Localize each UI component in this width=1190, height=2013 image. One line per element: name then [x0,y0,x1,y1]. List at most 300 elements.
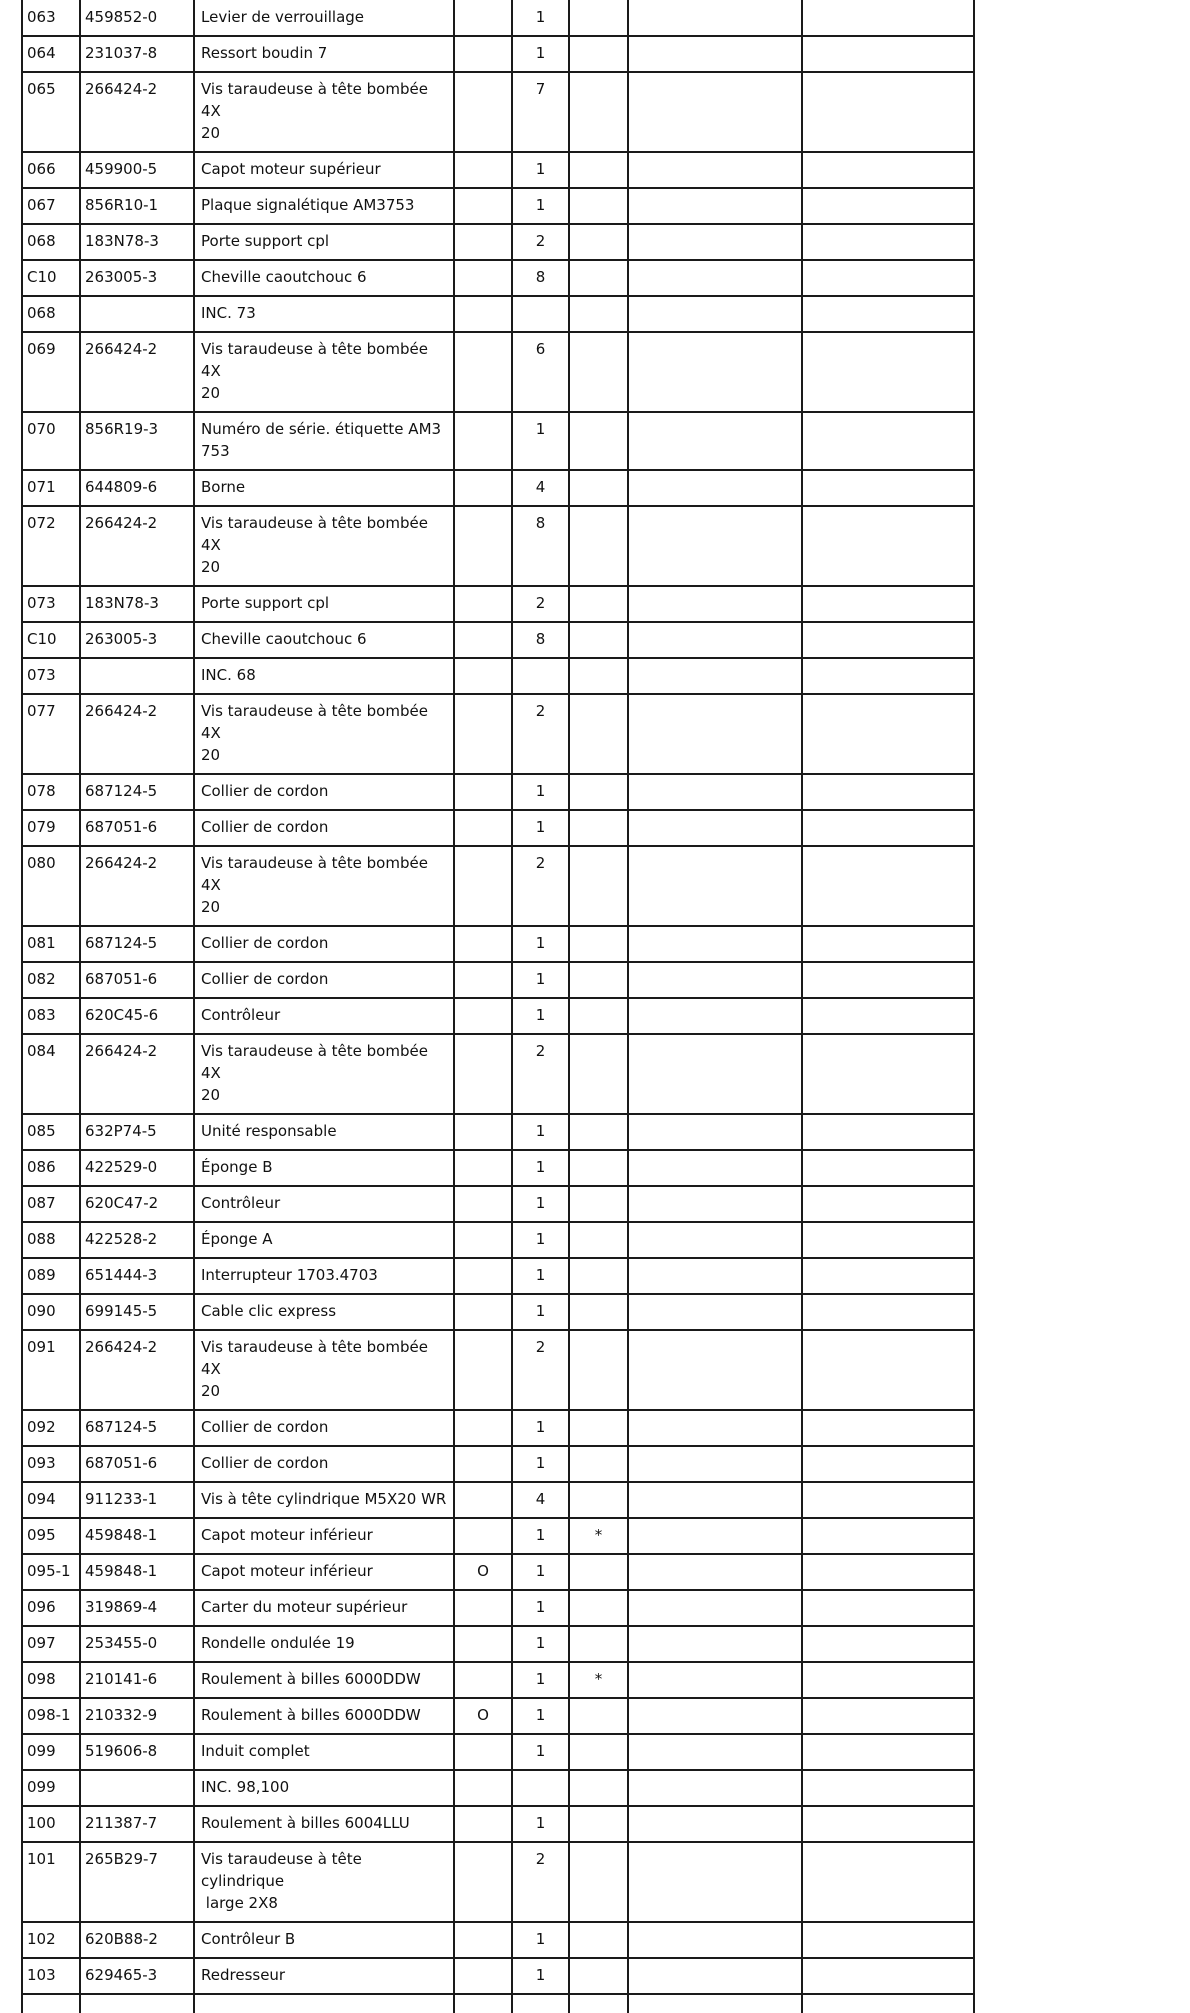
empty-cell [802,506,974,586]
quantity-cell: 1 [512,1410,569,1446]
quantity-cell: 1 [512,0,569,36]
table-row [22,72,974,152]
empty-cell [802,260,974,296]
quantity-cell: 2 [512,1034,569,1114]
empty-cell [802,1482,974,1518]
empty-cell [802,1994,974,2013]
description-cell: Redresseur [194,1958,454,1994]
item-number-cell: 079 [22,810,80,846]
empty-cell [628,1330,802,1410]
option-mark-cell [454,1186,512,1222]
description-cell: INC. 68 [194,658,454,694]
table-row [22,1034,974,1114]
item-number-cell: 096 [22,1590,80,1626]
note-mark-cell [569,1258,628,1294]
note-mark-cell [569,658,628,694]
empty-cell [802,332,974,412]
item-number-cell: 068 [22,224,80,260]
empty-cell [802,72,974,152]
empty-cell [628,1806,802,1842]
option-mark-cell [454,1446,512,1482]
empty-cell [628,1770,802,1806]
note-mark-cell [569,1330,628,1410]
option-mark-cell [454,0,512,36]
item-number-cell: 069 [22,332,80,412]
quantity-cell: 1 [512,1922,569,1958]
note-mark-cell [569,0,628,36]
item-number-cell: 065 [22,72,80,152]
empty-cell [628,1662,802,1698]
option-mark-cell [454,1294,512,1330]
note-mark-cell [569,470,628,506]
item-number-cell: 068 [22,296,80,332]
note-mark-cell [569,962,628,998]
description-cell: Collier de cordon [194,1410,454,1446]
table-row [22,1922,974,1958]
item-number-cell: 098-1 [22,1698,80,1734]
empty-cell [802,1842,974,1922]
empty-cell [194,1994,454,2013]
note-mark-cell [569,1590,628,1626]
part-number-cell: 620C45-6 [80,998,194,1034]
empty-cell [802,1410,974,1446]
empty-cell [454,1994,512,2013]
empty-cell [628,1554,802,1590]
description-cell: Vis taraudeuse à tête bombée 4X 20 [194,1330,454,1410]
part-number-cell: 210332-9 [80,1698,194,1734]
empty-cell [802,224,974,260]
parts-list-table [21,0,975,2013]
option-mark-cell [454,152,512,188]
part-number-cell: 183N78-3 [80,224,194,260]
part-number-cell: 687124-5 [80,774,194,810]
option-mark-cell [454,1330,512,1410]
table-row [22,1258,974,1294]
empty-cell [802,1150,974,1186]
option-mark-cell [454,260,512,296]
option-mark-cell: O [454,1554,512,1590]
empty-cell [628,998,802,1034]
item-number-cell: 098 [22,1662,80,1698]
quantity-cell: 1 [512,1698,569,1734]
part-number-cell: 266424-2 [80,506,194,586]
description-cell: Cheville caoutchouc 6 [194,260,454,296]
option-mark-cell [454,774,512,810]
empty-cell [628,470,802,506]
empty-cell [628,296,802,332]
empty-cell [628,36,802,72]
option-mark-cell [454,224,512,260]
description-cell: Vis taraudeuse à tête bombée 4X 20 [194,506,454,586]
empty-cell [628,188,802,224]
part-number-cell: 422528-2 [80,1222,194,1258]
quantity-cell: 1 [512,412,569,470]
quantity-cell: 1 [512,1662,569,1698]
part-number-cell: 519606-8 [80,1734,194,1770]
empty-cell [802,36,974,72]
description-cell: Rondelle ondulée 19 [194,1626,454,1662]
quantity-cell: 1 [512,810,569,846]
table-row [22,412,974,470]
description-cell: Collier de cordon [194,962,454,998]
quantity-cell: 1 [512,1590,569,1626]
part-number-cell: 266424-2 [80,846,194,926]
table-row [22,0,974,36]
part-number-cell: 319869-4 [80,1590,194,1626]
description-cell: Vis taraudeuse à tête bombée 4X 20 [194,332,454,412]
description-cell: INC. 98,100 [194,1770,454,1806]
option-mark-cell [454,694,512,774]
empty-cell [628,1410,802,1446]
option-mark-cell [454,1150,512,1186]
item-number-cell: 091 [22,1330,80,1410]
description-cell: Roulement à billes 6000DDW [194,1698,454,1734]
description-cell: Levier de verrouillage [194,0,454,36]
empty-cell [628,1626,802,1662]
option-mark-cell [454,1034,512,1114]
option-mark-cell [454,1806,512,1842]
empty-cell [80,1994,194,2013]
description-cell: Éponge B [194,1150,454,1186]
empty-cell [802,926,974,962]
empty-cell [802,412,974,470]
part-number-cell: 266424-2 [80,1330,194,1410]
table-row [22,1222,974,1258]
table-row [22,1186,974,1222]
note-mark-cell [569,188,628,224]
option-mark-cell [454,1222,512,1258]
quantity-cell: 4 [512,470,569,506]
item-number-cell: 063 [22,0,80,36]
part-number-cell: 687124-5 [80,1410,194,1446]
description-cell: Collier de cordon [194,1446,454,1482]
empty-cell [628,622,802,658]
quantity-cell: 1 [512,1554,569,1590]
option-mark-cell [454,412,512,470]
quantity-cell: 4 [512,1482,569,1518]
empty-cell [628,1034,802,1114]
quantity-cell: 1 [512,1734,569,1770]
empty-cell [802,470,974,506]
description-cell: Capot moteur inférieur [194,1518,454,1554]
item-number-cell: 082 [22,962,80,998]
empty-cell [802,1554,974,1590]
empty-cell [802,1806,974,1842]
empty-cell [628,1518,802,1554]
table-row [22,1626,974,1662]
table-row [22,1958,974,1994]
table-row [22,1410,974,1446]
empty-cell [628,224,802,260]
part-number-cell: 211387-7 [80,1806,194,1842]
note-mark-cell [569,152,628,188]
empty-cell [802,1590,974,1626]
part-number-cell: 422529-0 [80,1150,194,1186]
quantity-cell: 2 [512,1842,569,1922]
note-mark-cell [569,260,628,296]
quantity-cell: 1 [512,1222,569,1258]
table-row [22,1482,974,1518]
item-number-cell: 085 [22,1114,80,1150]
empty-cell [628,846,802,926]
empty-cell [628,1922,802,1958]
quantity-cell: 1 [512,1518,569,1554]
quantity-cell: 1 [512,926,569,962]
empty-cell [628,1186,802,1222]
table-row [22,658,974,694]
empty-cell [802,658,974,694]
option-mark-cell [454,1770,512,1806]
table-row [22,774,974,810]
quantity-cell [512,658,569,694]
note-mark-cell [569,1482,628,1518]
description-cell: Contrôleur [194,998,454,1034]
table-row [22,810,974,846]
part-number-cell: 459852-0 [80,0,194,36]
item-number-cell: 064 [22,36,80,72]
part-number-cell: 687051-6 [80,810,194,846]
item-number-cell: 086 [22,1150,80,1186]
note-mark-cell [569,846,628,926]
empty-cell [802,152,974,188]
description-cell: Porte support cpl [194,586,454,622]
empty-cell [628,774,802,810]
quantity-cell [512,1770,569,1806]
description-cell: Plaque signalétique AM3753 [194,188,454,224]
empty-cell [802,586,974,622]
description-cell: Cable clic express [194,1294,454,1330]
note-mark-cell [569,224,628,260]
note-mark-cell [569,622,628,658]
part-number-cell: 687124-5 [80,926,194,962]
table-row [22,1294,974,1330]
part-number-cell: 210141-6 [80,1662,194,1698]
description-cell: Roulement à billes 6004LLU [194,1806,454,1842]
option-mark-cell [454,1482,512,1518]
quantity-cell: 2 [512,1330,569,1410]
option-mark-cell [454,1662,512,1698]
empty-cell [628,962,802,998]
option-mark-cell [454,1842,512,1922]
empty-cell [22,1994,80,2013]
table-row [22,506,974,586]
item-number-cell: C10 [22,622,80,658]
option-mark-cell [454,1734,512,1770]
item-number-cell: 070 [22,412,80,470]
item-number-cell: 093 [22,1446,80,1482]
part-number-cell: 620B88-2 [80,1922,194,1958]
part-number-cell: 856R10-1 [80,188,194,224]
empty-cell [628,810,802,846]
item-number-cell: 067 [22,188,80,224]
note-mark-cell [569,506,628,586]
note-mark-cell [569,1698,628,1734]
part-number-cell: 644809-6 [80,470,194,506]
option-mark-cell [454,1258,512,1294]
quantity-cell: 7 [512,72,569,152]
empty-cell [802,1222,974,1258]
empty-cell [802,1698,974,1734]
empty-cell [628,694,802,774]
empty-cell [802,1330,974,1410]
part-number-cell: 459848-1 [80,1554,194,1590]
empty-cell [628,1842,802,1922]
empty-cell [802,1258,974,1294]
option-mark-cell [454,846,512,926]
note-mark-cell [569,926,628,962]
note-mark-cell [569,36,628,72]
quantity-cell: 1 [512,998,569,1034]
part-number-cell: 856R19-3 [80,412,194,470]
empty-cell [628,926,802,962]
empty-cell [628,1446,802,1482]
description-cell: Collier de cordon [194,774,454,810]
empty-cell [628,0,802,36]
quantity-cell: 1 [512,1186,569,1222]
table-row-continuation [22,1994,974,2013]
item-number-cell: 072 [22,506,80,586]
item-number-cell: 080 [22,846,80,926]
part-number-cell: 266424-2 [80,1034,194,1114]
description-cell: Collier de cordon [194,926,454,962]
table-row [22,586,974,622]
note-mark-cell [569,1114,628,1150]
note-mark-cell [569,1922,628,1958]
item-number-cell: 095-1 [22,1554,80,1590]
item-number-cell: 094 [22,1482,80,1518]
empty-cell [628,1590,802,1626]
empty-cell [628,1222,802,1258]
quantity-cell: 1 [512,774,569,810]
note-mark-cell [569,296,628,332]
table-row [22,1518,974,1554]
empty-cell [628,332,802,412]
table-row [22,1698,974,1734]
note-mark-cell [569,1150,628,1186]
quantity-cell: 8 [512,622,569,658]
item-number-cell: 073 [22,658,80,694]
part-number-cell: 266424-2 [80,694,194,774]
quantity-cell: 1 [512,1806,569,1842]
item-number-cell: 087 [22,1186,80,1222]
option-mark-cell [454,72,512,152]
item-number-cell: 077 [22,694,80,774]
quantity-cell: 1 [512,962,569,998]
note-mark-cell [569,332,628,412]
table-row [22,1554,974,1590]
quantity-cell: 1 [512,152,569,188]
description-cell: Vis taraudeuse à tête cylindrique large 2X8 [194,1842,454,1922]
note-mark-cell [569,1034,628,1114]
option-mark-cell [454,296,512,332]
part-number-cell: 231037-8 [80,36,194,72]
note-mark-cell [569,72,628,152]
empty-cell [802,1294,974,1330]
empty-cell [802,188,974,224]
table-row [22,846,974,926]
description-cell: INC. 73 [194,296,454,332]
note-mark-cell: * [569,1518,628,1554]
item-number-cell: 089 [22,1258,80,1294]
table-row [22,1770,974,1806]
note-mark-cell [569,1294,628,1330]
note-mark-cell [569,1554,628,1590]
option-mark-cell [454,332,512,412]
quantity-cell: 6 [512,332,569,412]
quantity-cell: 1 [512,1114,569,1150]
note-mark-cell [569,1734,628,1770]
table-row [22,36,974,72]
table-row [22,1150,974,1186]
option-mark-cell [454,1590,512,1626]
part-number-cell: 459848-1 [80,1518,194,1554]
part-number-cell: 632P74-5 [80,1114,194,1150]
table-row [22,1842,974,1922]
empty-cell [802,0,974,36]
note-mark-cell [569,1626,628,1662]
table-row [22,152,974,188]
empty-cell [628,152,802,188]
part-number-cell [80,1770,194,1806]
item-number-cell: 071 [22,470,80,506]
item-number-cell: 099 [22,1770,80,1806]
part-number-cell: 459900-5 [80,152,194,188]
item-number-cell: 092 [22,1410,80,1446]
table-row [22,1114,974,1150]
option-mark-cell [454,926,512,962]
note-mark-cell [569,810,628,846]
option-mark-cell [454,622,512,658]
empty-cell [802,1114,974,1150]
description-cell: Capot moteur supérieur [194,152,454,188]
empty-cell [802,1034,974,1114]
description-cell: Collier de cordon [194,810,454,846]
quantity-cell: 1 [512,1958,569,1994]
empty-cell [628,1734,802,1770]
item-number-cell: 102 [22,1922,80,1958]
table-row [22,1734,974,1770]
empty-cell [628,1150,802,1186]
table-row [22,1806,974,1842]
description-cell: Vis taraudeuse à tête bombée 4X 20 [194,846,454,926]
empty-cell [628,1698,802,1734]
note-mark-cell: * [569,1662,628,1698]
note-mark-cell [569,1842,628,1922]
option-mark-cell [454,470,512,506]
part-number-cell: 266424-2 [80,72,194,152]
empty-cell [628,1114,802,1150]
empty-cell [628,506,802,586]
table-row [22,1662,974,1698]
empty-cell [802,1186,974,1222]
quantity-cell: 1 [512,188,569,224]
note-mark-cell [569,1446,628,1482]
part-number-cell: 253455-0 [80,1626,194,1662]
table-row [22,1330,974,1410]
empty-cell [628,72,802,152]
empty-cell [628,1294,802,1330]
option-mark-cell [454,658,512,694]
empty-cell [802,1734,974,1770]
description-cell: Vis à tête cylindrique M5X20 WR [194,1482,454,1518]
part-number-cell: 265B29-7 [80,1842,194,1922]
quantity-cell: 8 [512,506,569,586]
table-row [22,694,974,774]
item-number-cell: 101 [22,1842,80,1922]
empty-cell [802,1958,974,1994]
item-number-cell: 083 [22,998,80,1034]
part-number-cell: 687051-6 [80,962,194,998]
